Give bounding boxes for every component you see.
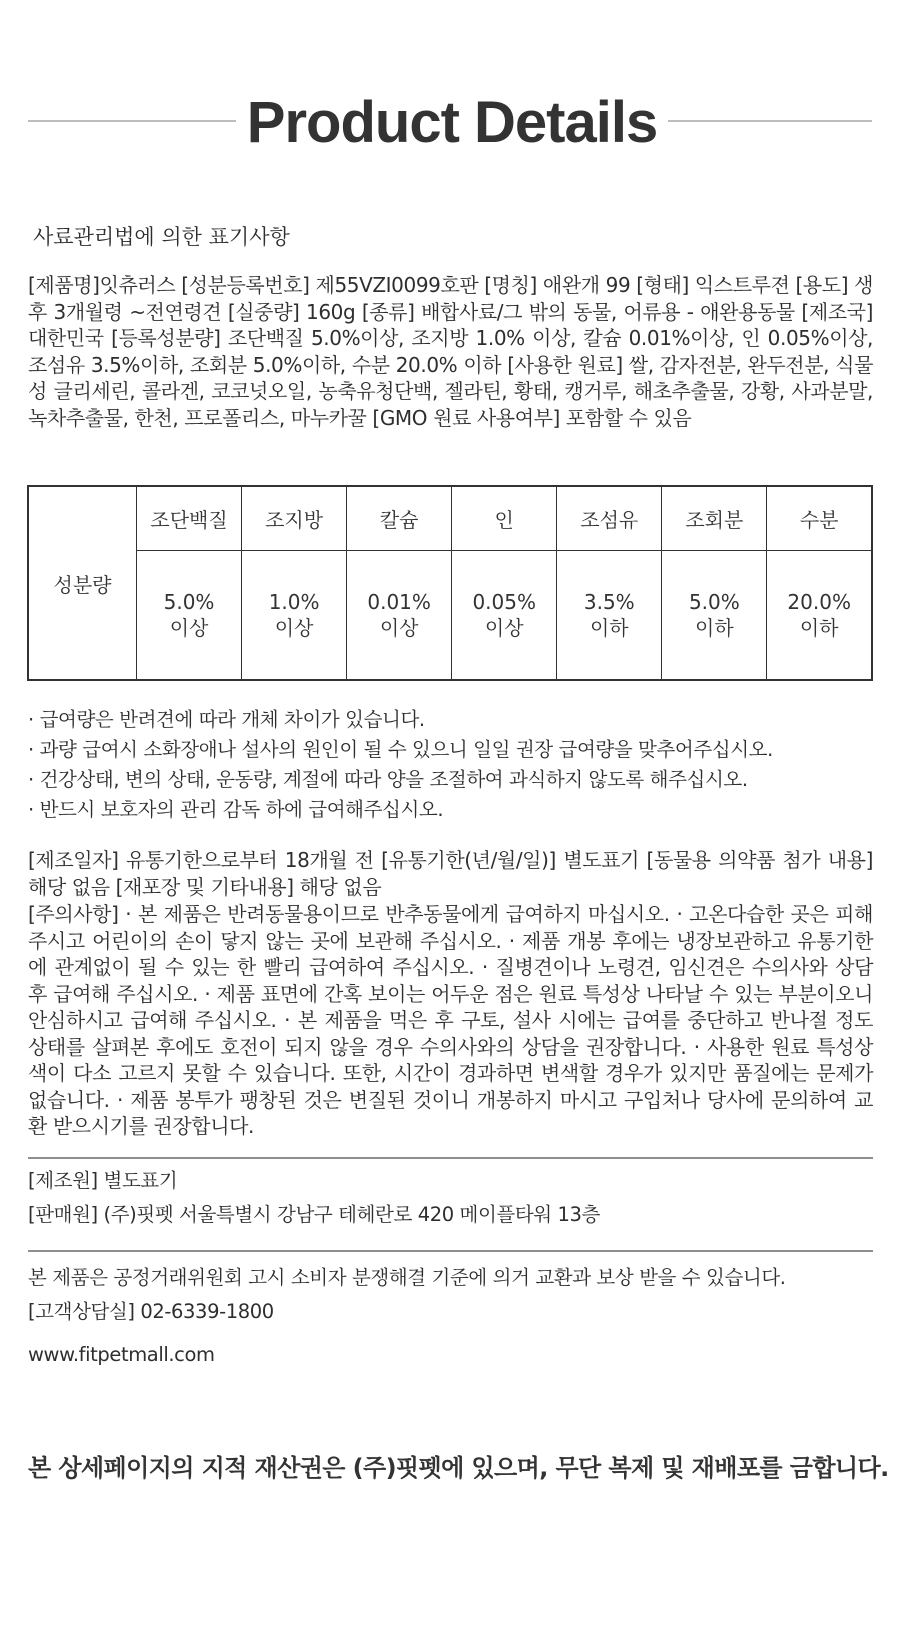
nutrition-row-label: 성분량 [28,486,137,680]
nutrient-amount: 0.05% [472,590,536,614]
nutrient-qualifier: 이상 [169,616,209,640]
dispute-notice: 본 제품은 공정거래위원회 고시 소비자 분쟁해결 기준에 의거 교환과 보상 받을 수 있습니다. [28,1266,786,1289]
manufacture-paragraph: [제조일자] 유통기한으로부터 18개월 전 [유통기한(년/월/일)] 별도표기 [동물용 의약품 첨가 내용] 해당 없음 [재포장 및 기타내용] 해당 없음 [28,848,873,899]
maker-info: [제조원] 별도표기 [28,1169,178,1192]
nutrient-amount: 3.5% [583,590,635,614]
nutrient-qualifier: 이상 [484,616,524,640]
nutrient-name: 조지방 [242,486,347,551]
nutrient-value [767,551,872,681]
page-title: Product Details [246,90,658,155]
nutrient-qualifier: 이하 [695,616,734,640]
nutrient-name: 조섬유 [557,486,662,551]
customer-center: [고객상담실] 02-6339-1800 [28,1300,274,1323]
heading-rule-right [668,120,872,122]
seller-info: [판매원] (주)핏펫 서울특별시 강남구 테헤란로 420 메이플타워 13층 [28,1203,600,1226]
label-paragraph: [제품명]잇츄러스 [성분등록번호] 제55VZI0099호판 [명칭] 애완개 99 [형태] 익스트루젼 [용도] 생후 3개월령 ~전연령견 [실중량] 160g [종류] 배합사료/그 밖의 동물, 어류용 - 애완용동물 [제조국] 대한민국 [등록성분량] 조단백질 5.0%이상, 조지방 1.0% 이상, 칼슘 0.01%이상, 인 0.05%이상, 조섬유 3.5%이하, 조회분 5.0%이하, 수분 20.0% 이하 [사용한 원료] 쌀, 감자전분, 완두전분, 식물성 글리세린, 콜라겐, 코코넛오일, 농축유청단백, 젤라틴, 황태, 캥거루, 해초추출물, 강황, 사과분말, 녹차추출물, 한천, 프로폴리스, 마누카꿀 [GMO 원료 사용여부] 포함할 수 있음 [28,273,873,430]
nutrient-amount: 5.0% [688,590,740,614]
caution-paragraph: [주의사항] · 본 제품은 반려동물용이므로 반추동물에게 급여하지 마십시오. · 고온다습한 곳은 피해주시고 어린이의 손이 닿지 않는 곳에 보관해 주십시오. · 제품 개봉 후에는 냉장보관하고 유통기한에 관계없이 될 수 있는 한 빨리 급여하여 주십시오. · 질병견이나 노령견, 임신견은 수의사와 상담 후 급여해 주십시오. · 제품 표면에 간혹 보이는 어두운 점은 원료 특성상 나타날 수 있는 부분이오니 안심하시고 급여해 주십시오. · 본 제품을 먹은 후 구토, 설사 시에는 급여를 중단하고 반나절 정도 상태를 살펴본 후에도 호전이 되지 않을 경우 수의사와의 상담을 권장합니다. · 사용한 원료 특성상 색이 다소 고르지 못할 수 있습니다. 또한, 시간이 경과하면 변색할 경우가 있지만 품질에는 문제가 없습니다. · 제품 봉투가 팽창된 것은 변질된 것이니 개봉하지 마시고 구입처나 당사에 문의하여 교환 받으시기를 권장합니다. [28,902,873,1138]
copyright-notice: 본 상세페이지의 지적 재산권은 (주)핏펫에 있으며, 무단 복제 및 재배포를 금합니다. [28,1454,889,1482]
heading-rule-left [28,120,236,122]
nutrient-name: 조단백질 [137,486,242,551]
website-link[interactable]: www.fitpetmall.com [28,1343,215,1366]
section-label: 사료관리법에 의한 표기사항 [33,225,290,249]
nutrient-amount: 20.0% [787,590,851,614]
nutrient-qualifier: 이상 [274,616,314,640]
nutrient-amount: 0.01% [367,590,431,614]
divider [28,1157,873,1159]
nutrient-amount: 5.0% [163,590,215,614]
nutrient-value [347,551,452,681]
nutrition-header-row [28,486,872,551]
nutrient-name: 수분 [767,486,872,551]
nutrient-qualifier: 이하 [799,616,839,640]
feeding-note: · 급여량은 반려견에 따라 개체 차이가 있습니다. [28,708,425,731]
nutrient-amount: 1.0% [268,590,320,614]
nutrient-value [662,551,767,681]
nutrient-value [242,551,347,681]
nutrient-value [557,551,662,681]
nutrient-name: 칼슘 [347,486,452,551]
divider [28,1250,873,1252]
nutrient-qualifier: 이상 [379,616,419,640]
section-heading [0,78,900,168]
nutrition-table [27,485,873,681]
nutrient-value [137,551,242,681]
nutrient-value [452,551,557,681]
nutrient-name: 조회분 [662,486,767,551]
feeding-note: · 반드시 보호자의 관리 감독 하에 급여해주십시오. [28,798,444,821]
feeding-note: · 과량 급여시 소화장애나 설사의 원인이 될 수 있으니 일일 권장 급여량을 맞추어주십시오. [28,738,773,761]
nutrient-name: 인 [452,486,557,551]
feeding-note: · 건강상태, 변의 상태, 운동량, 계절에 따라 양을 조절하여 과식하지 않도록 해주십시오. [28,768,748,791]
nutrition-value-row [28,551,872,681]
feeding-notes [28,705,873,825]
nutrient-qualifier: 이하 [589,616,629,640]
